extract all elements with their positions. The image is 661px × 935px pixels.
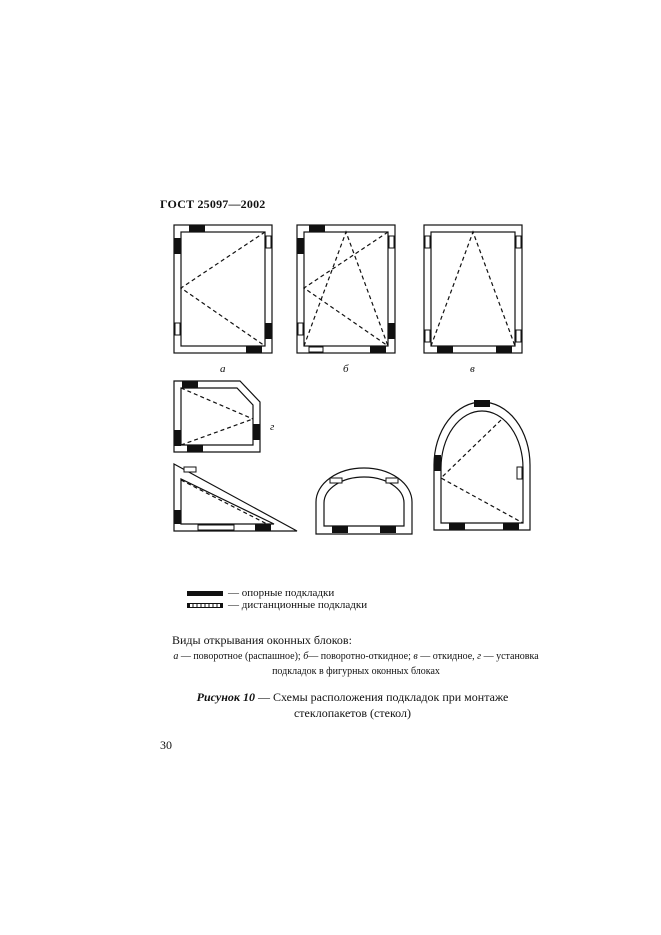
figure-label: Рисунок 10 (196, 690, 255, 704)
window-scheme-g-pentagon (174, 381, 260, 452)
support-pads (174, 225, 519, 533)
figure-caption-text: — Схемы расположения подкладок при монтаже стеклопакетов (стекол) (254, 690, 509, 720)
window-scheme-g-triangle (174, 464, 297, 531)
sublabel-v: в (470, 363, 475, 375)
window-scheme-b (297, 225, 395, 353)
sublabel-g: г (270, 421, 275, 433)
sublabel-a: а (220, 363, 226, 375)
legend-support-dash: — (228, 587, 239, 599)
window-scheme-a (174, 225, 272, 353)
views-description: а — поворотное (распашное); б— поворотно-откидное; в — откидное, г — установка подкладок в фигурных оконных блоках (173, 651, 539, 677)
spacer-pads (175, 236, 522, 530)
support-pad-swatch (187, 591, 223, 596)
window-scheme-g-tall-arch (434, 402, 530, 530)
views-title: Виды открывания оконных блоков: (172, 633, 352, 647)
window-scheme-v (424, 225, 522, 353)
standard-header: ГОСТ 25097—2002 (160, 197, 266, 211)
page-number: 30 (160, 738, 172, 752)
spacer-pad-swatch (187, 603, 223, 608)
legend-support-label: опорные подкладки (241, 587, 335, 599)
legend-spacer (187, 599, 367, 611)
sublabel-b: б (343, 363, 349, 375)
legend-spacer-dash: — (228, 599, 239, 611)
legend-support (187, 587, 334, 599)
legend-spacer-label: дистанционные подкладки (241, 599, 368, 611)
figure-caption (160, 689, 545, 721)
